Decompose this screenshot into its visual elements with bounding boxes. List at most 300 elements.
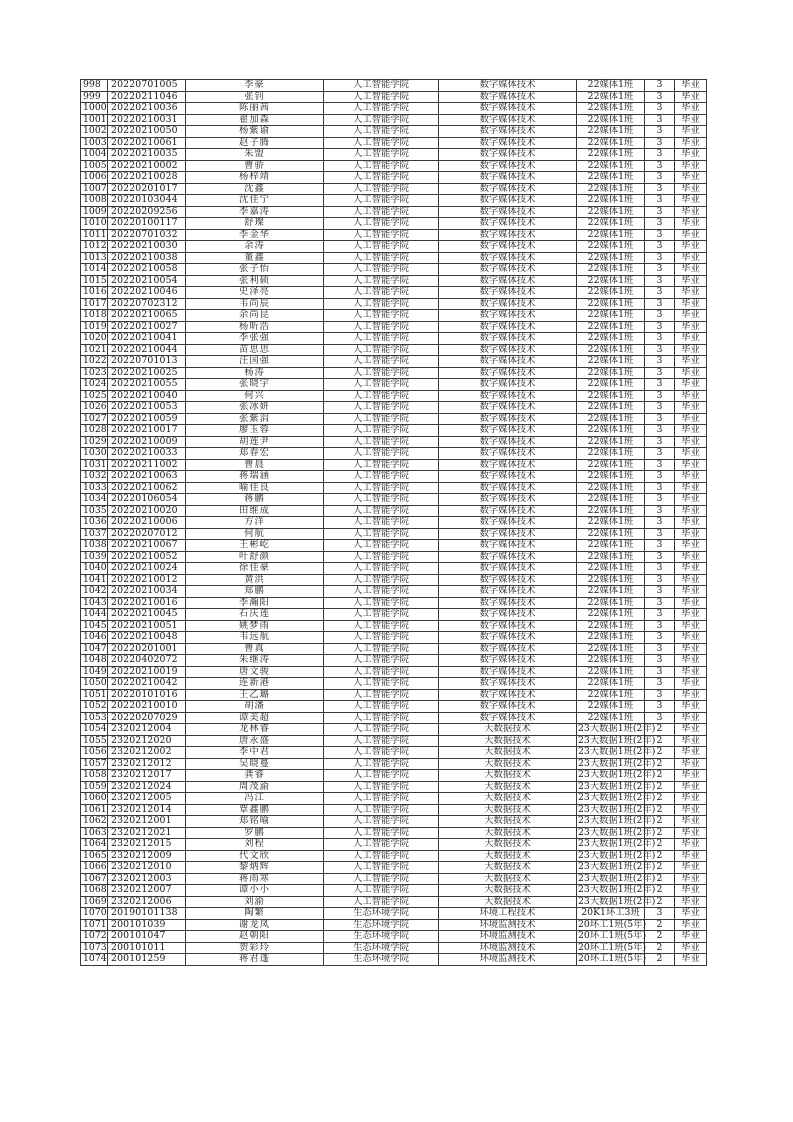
major-cell: 数字媒体技术	[439, 574, 577, 586]
class-cell: 20环工1班(5年)	[578, 941, 647, 953]
college-cell: 人工智能学院	[324, 459, 439, 471]
table-row	[81, 505, 707, 517]
student-name-cell: 曹骄	[186, 160, 324, 172]
major-cell: 数字媒体技术	[439, 229, 577, 241]
years-cell: 2	[645, 919, 675, 931]
major-cell: 数字媒体技术	[439, 517, 577, 529]
student-name-cell: 刘程	[186, 839, 324, 851]
row-number-cell: 1067	[81, 873, 108, 885]
student-id-cell: 20220210019	[108, 666, 186, 678]
class-cell: 23大数据1班(2年)	[578, 895, 656, 907]
status-cell: 毕业	[675, 724, 707, 736]
status-cell: 毕业	[675, 793, 707, 805]
row-number-cell: 1044	[81, 609, 108, 621]
status-cell: 毕业	[675, 816, 707, 828]
student-id-cell: 20220210034	[108, 586, 186, 598]
major-cell: 环境监测技术	[439, 919, 577, 931]
college-cell: 人工智能学院	[324, 425, 439, 437]
row-number-cell: 1052	[81, 701, 108, 713]
student-name-cell: 廖玉蓉	[186, 425, 324, 437]
student-id-cell: 20220210036	[108, 103, 186, 115]
student-id-cell: 2320212009	[108, 850, 186, 862]
table-row	[81, 459, 707, 471]
student-name-cell: 杨涛	[186, 367, 324, 379]
student-name-cell: 蒋瑞涵	[186, 471, 324, 483]
student-name-cell: 舒璨	[186, 218, 324, 230]
table-row	[81, 896, 707, 908]
years-cell: 2	[645, 931, 675, 943]
class-cell: 20K1环工3班	[577, 908, 645, 920]
college-cell: 人工智能学院	[324, 827, 439, 839]
class-cell: 22媒体1班	[577, 137, 645, 149]
student-id-cell: 20220210065	[108, 310, 186, 322]
row-number-cell: 1012	[81, 241, 108, 253]
student-name-cell: 曹晨	[186, 459, 324, 471]
years-cell: 2	[645, 758, 675, 770]
student-id-cell: 20220210054	[108, 275, 186, 287]
college-cell: 人工智能学院	[324, 160, 439, 172]
row-number-cell: 1050	[81, 678, 108, 690]
status-cell: 毕业	[675, 229, 707, 241]
student-name-cell: 黄洪	[186, 574, 324, 586]
student-name-cell: 胡莲尹	[186, 436, 324, 448]
major-cell: 大数据技术	[439, 793, 577, 805]
years-cell: 3	[645, 252, 675, 264]
class-cell: 22媒体1班	[577, 241, 645, 253]
years-cell: 3	[645, 540, 675, 552]
class-cell: 22媒体1班	[577, 195, 645, 207]
college-cell: 人工智能学院	[324, 402, 439, 414]
years-cell: 3	[645, 241, 675, 253]
college-cell: 人工智能学院	[324, 643, 439, 655]
college-cell: 人工智能学院	[324, 344, 439, 356]
row-number-cell: 1073	[81, 942, 108, 954]
major-cell: 数字媒体技术	[439, 241, 577, 253]
class-cell: 23大数据1班(2年)	[578, 815, 656, 827]
years-cell: 2	[645, 885, 675, 897]
table-row	[81, 471, 707, 483]
class-cell: 23大数据1班(2年)	[578, 826, 656, 838]
student-id-cell: 20220210040	[108, 390, 186, 402]
row-number-cell: 1031	[81, 459, 108, 471]
college-cell: 人工智能学院	[324, 563, 439, 575]
major-cell: 数字媒体技术	[439, 436, 577, 448]
years-cell: 3	[645, 390, 675, 402]
student-id-cell: 20220210050	[108, 126, 186, 138]
student-name-cell: 周茂渝	[186, 781, 324, 793]
college-cell: 人工智能学院	[324, 436, 439, 448]
row-number-cell: 1011	[81, 229, 108, 241]
student-name-cell: 张利硕	[186, 275, 324, 287]
major-cell: 数字媒体技术	[439, 91, 577, 103]
student-id-cell: 20220210027	[108, 321, 186, 333]
college-cell: 人工智能学院	[324, 574, 439, 586]
table-row	[81, 770, 707, 782]
student-id-cell: 20220210059	[108, 413, 186, 425]
student-id-cell: 20220210006	[108, 517, 186, 529]
major-cell: 大数据技术	[439, 758, 577, 770]
status-cell: 毕业	[675, 620, 707, 632]
status-cell: 毕业	[675, 218, 707, 230]
table-row	[81, 402, 707, 414]
class-cell: 22媒体1班	[577, 333, 645, 345]
years-cell: 3	[645, 333, 675, 345]
status-cell: 毕业	[675, 114, 707, 126]
major-cell: 数字媒体技术	[439, 264, 577, 276]
status-cell: 毕业	[675, 126, 707, 138]
table-row	[81, 701, 707, 713]
table-row	[81, 816, 707, 828]
row-number-cell: 1043	[81, 597, 108, 609]
class-cell: 22媒体1班	[577, 229, 645, 241]
college-cell: 人工智能学院	[324, 264, 439, 276]
row-number-cell: 1019	[81, 321, 108, 333]
status-cell: 毕业	[675, 494, 707, 506]
student-id-cell: 20220210030	[108, 241, 186, 253]
major-cell: 大数据技术	[439, 816, 577, 828]
row-number-cell: 1065	[81, 850, 108, 862]
major-cell: 数字媒体技术	[439, 356, 577, 368]
major-cell: 数字媒体技术	[439, 586, 577, 598]
class-cell: 22媒体1班	[577, 80, 645, 92]
student-id-cell: 20220210046	[108, 287, 186, 299]
years-cell: 2	[645, 896, 675, 908]
student-name-cell: 沈鑫	[186, 183, 324, 195]
college-cell: 人工智能学院	[324, 114, 439, 126]
college-cell: 人工智能学院	[324, 885, 439, 897]
status-cell: 毕业	[675, 655, 707, 667]
major-cell: 大数据技术	[439, 850, 577, 862]
major-cell: 数字媒体技术	[439, 413, 577, 425]
years-cell: 3	[645, 91, 675, 103]
student-id-cell: 2320212005	[108, 793, 186, 805]
class-cell: 22媒体1班	[577, 103, 645, 115]
student-name-cell: 贺彩玲	[186, 942, 324, 954]
row-number-cell: 1021	[81, 344, 108, 356]
student-name-cell: 谭美超	[186, 712, 324, 724]
status-cell: 毕业	[675, 367, 707, 379]
class-cell: 22媒体1班	[577, 206, 645, 218]
student-name-cell: 方洋	[186, 517, 324, 529]
major-cell: 数字媒体技术	[439, 80, 577, 92]
class-cell: 22媒体1班	[577, 540, 645, 552]
class-cell: 22媒体1班	[577, 563, 645, 575]
student-id-cell: 2320212001	[108, 816, 186, 828]
student-name-cell: 张子怡	[186, 264, 324, 276]
student-id-cell: 20220210042	[108, 678, 186, 690]
class-cell: 22媒体1班	[577, 287, 645, 299]
class-cell: 22媒体1班	[577, 482, 645, 494]
years-cell: 3	[645, 149, 675, 161]
class-cell: 22媒体1班	[577, 620, 645, 632]
student-name-cell: 陶繁	[186, 908, 324, 920]
status-cell: 毕业	[675, 597, 707, 609]
major-cell: 环境监测技术	[439, 931, 577, 943]
major-cell: 数字媒体技术	[439, 333, 577, 345]
major-cell: 环境监测技术	[439, 954, 577, 966]
student-id-cell: 20220207012	[108, 528, 186, 540]
status-cell: 毕业	[675, 563, 707, 575]
student-name-cell: 张紫涓	[186, 413, 324, 425]
years-cell: 3	[645, 80, 675, 92]
student-name-cell: 唐文骏	[186, 666, 324, 678]
status-cell: 毕业	[675, 942, 707, 954]
student-id-cell: 20220210067	[108, 540, 186, 552]
status-cell: 毕业	[675, 333, 707, 345]
years-cell: 2	[645, 827, 675, 839]
college-cell: 人工智能学院	[324, 724, 439, 736]
class-cell: 22媒体1班	[577, 91, 645, 103]
college-cell: 人工智能学院	[324, 356, 439, 368]
status-cell: 毕业	[675, 379, 707, 391]
status-cell: 毕业	[675, 896, 707, 908]
college-cell: 人工智能学院	[324, 540, 439, 552]
college-cell: 人工智能学院	[324, 517, 439, 529]
years-cell: 3	[645, 321, 675, 333]
student-id-cell: 20220701005	[108, 80, 186, 92]
college-cell: 人工智能学院	[324, 781, 439, 793]
student-id-cell: 20220210020	[108, 505, 186, 517]
years-cell: 2	[645, 873, 675, 885]
class-cell: 23大数据1班(2年)	[578, 849, 656, 861]
class-cell: 23大数据1班(2年)	[578, 769, 656, 781]
major-cell: 数字媒体技术	[439, 160, 577, 172]
class-cell: 22媒体1班	[577, 609, 645, 621]
table-row	[81, 367, 707, 379]
status-cell: 毕业	[675, 701, 707, 713]
status-cell: 毕业	[675, 425, 707, 437]
row-number-cell: 1061	[81, 804, 108, 816]
table-row	[81, 126, 707, 138]
college-cell: 人工智能学院	[324, 505, 439, 517]
class-cell: 22媒体1班	[577, 689, 645, 701]
years-cell: 3	[645, 632, 675, 644]
class-cell: 23大数据1班(2年)	[578, 792, 656, 804]
major-cell: 大数据技术	[439, 862, 577, 874]
years-cell: 3	[645, 264, 675, 276]
status-cell: 毕业	[675, 275, 707, 287]
student-name-cell: 连新港	[186, 678, 324, 690]
college-cell: 人工智能学院	[324, 482, 439, 494]
table-row	[81, 724, 707, 736]
years-cell: 3	[645, 471, 675, 483]
major-cell: 数字媒体技术	[439, 402, 577, 414]
major-cell: 数字媒体技术	[439, 379, 577, 391]
class-cell: 22媒体1班	[577, 643, 645, 655]
years-cell: 3	[645, 482, 675, 494]
major-cell: 环境工程技术	[439, 908, 577, 920]
status-cell: 毕业	[675, 505, 707, 517]
row-number-cell: 1010	[81, 218, 108, 230]
row-number-cell: 1036	[81, 517, 108, 529]
years-cell: 2	[645, 862, 675, 874]
status-cell: 毕业	[675, 770, 707, 782]
student-name-cell: 刘渝	[186, 896, 324, 908]
major-cell: 数字媒体技术	[439, 310, 577, 322]
major-cell: 数字媒体技术	[439, 471, 577, 483]
major-cell: 数字媒体技术	[439, 689, 577, 701]
row-number-cell: 1058	[81, 770, 108, 782]
row-number-cell: 1048	[81, 655, 108, 667]
student-name-cell: 张晓宇	[186, 379, 324, 391]
student-id-cell: 2320212007	[108, 885, 186, 897]
class-cell: 22媒体1班	[577, 298, 645, 310]
table-row	[81, 793, 707, 805]
student-id-cell: 20220201001	[108, 643, 186, 655]
student-id-cell: 20190101138	[108, 908, 186, 920]
table-row	[81, 885, 707, 897]
college-cell: 人工智能学院	[324, 448, 439, 460]
row-number-cell: 1039	[81, 551, 108, 563]
major-cell: 数字媒体技术	[439, 609, 577, 621]
student-id-cell: 200101011	[108, 942, 186, 954]
row-number-cell: 1006	[81, 172, 108, 184]
major-cell: 数字媒体技术	[439, 459, 577, 471]
student-name-cell: 覃鑫鹏	[186, 804, 324, 816]
years-cell: 2	[645, 850, 675, 862]
student-name-cell: 朱继涛	[186, 655, 324, 667]
status-cell: 毕业	[675, 885, 707, 897]
status-cell: 毕业	[675, 402, 707, 414]
major-cell: 大数据技术	[439, 873, 577, 885]
major-cell: 数字媒体技术	[439, 597, 577, 609]
class-cell: 22媒体1班	[577, 149, 645, 161]
table-row	[81, 287, 707, 299]
student-id-cell: 20220210031	[108, 114, 186, 126]
class-cell: 23大数据1班(2年)	[578, 734, 656, 746]
table-row	[81, 712, 707, 724]
college-cell: 人工智能学院	[324, 850, 439, 862]
class-cell: 22媒体1班	[577, 126, 645, 138]
major-cell: 大数据技术	[439, 885, 577, 897]
years-cell: 3	[645, 298, 675, 310]
row-number-cell: 1046	[81, 632, 108, 644]
table-row	[81, 862, 707, 874]
years-cell: 2	[645, 747, 675, 759]
major-cell: 数字媒体技术	[439, 172, 577, 184]
student-id-cell: 20220100117	[108, 218, 186, 230]
student-name-cell: 代文欣	[186, 850, 324, 862]
college-cell: 人工智能学院	[324, 229, 439, 241]
years-cell: 3	[645, 425, 675, 437]
major-cell: 数字媒体技术	[439, 425, 577, 437]
college-cell: 人工智能学院	[324, 735, 439, 747]
status-cell: 毕业	[675, 678, 707, 690]
row-number-cell: 1029	[81, 436, 108, 448]
student-id-cell: 20220210033	[108, 448, 186, 460]
student-id-cell: 20220210061	[108, 137, 186, 149]
status-cell: 毕业	[675, 183, 707, 195]
row-number-cell: 1034	[81, 494, 108, 506]
row-number-cell: 1063	[81, 827, 108, 839]
table-row	[81, 620, 707, 632]
college-cell: 人工智能学院	[324, 137, 439, 149]
table-row	[81, 666, 707, 678]
college-cell: 人工智能学院	[324, 287, 439, 299]
student-id-cell: 2320212006	[108, 896, 186, 908]
student-name-cell: 谭小小	[186, 885, 324, 897]
table-row	[81, 689, 707, 701]
class-cell: 23大数据1班(2年)	[578, 838, 656, 850]
student-name-cell: 史泽亮	[186, 287, 324, 299]
student-name-cell: 黎炳辉	[186, 862, 324, 874]
college-cell: 人工智能学院	[324, 195, 439, 207]
status-cell: 毕业	[675, 482, 707, 494]
status-cell: 毕业	[675, 632, 707, 644]
major-cell: 数字媒体技术	[439, 701, 577, 713]
student-name-cell: 罗鹏	[186, 827, 324, 839]
status-cell: 毕业	[675, 195, 707, 207]
class-cell: 23大数据1班(2年)	[578, 723, 656, 735]
class-cell: 23大数据1班(2年)	[578, 872, 656, 884]
row-number-cell: 1047	[81, 643, 108, 655]
student-id-cell: 20220210012	[108, 574, 186, 586]
student-id-cell: 20220210055	[108, 379, 186, 391]
college-cell: 人工智能学院	[324, 241, 439, 253]
years-cell: 3	[645, 643, 675, 655]
major-cell: 大数据技术	[439, 770, 577, 782]
status-cell: 毕业	[675, 310, 707, 322]
student-id-cell: 2320212003	[108, 873, 186, 885]
row-number-cell: 1015	[81, 275, 108, 287]
row-number-cell: 1030	[81, 448, 108, 460]
row-number-cell: 1007	[81, 183, 108, 195]
student-name-cell: 冯江	[186, 793, 324, 805]
class-cell: 22媒体1班	[577, 413, 645, 425]
status-cell: 毕业	[675, 517, 707, 529]
student-name-cell: 余尚昆	[186, 310, 324, 322]
student-id-cell: 20220210051	[108, 620, 186, 632]
years-cell: 3	[645, 275, 675, 287]
class-cell: 23大数据1班(2年)	[578, 884, 656, 896]
major-cell: 数字媒体技术	[439, 195, 577, 207]
status-cell: 毕业	[675, 839, 707, 851]
status-cell: 毕业	[675, 160, 707, 172]
major-cell: 数字媒体技术	[439, 448, 577, 460]
table-row	[81, 942, 707, 954]
status-cell: 毕业	[675, 758, 707, 770]
college-cell: 人工智能学院	[324, 632, 439, 644]
years-cell: 3	[645, 551, 675, 563]
student-name-cell: 余涛	[186, 241, 324, 253]
college-cell: 人工智能学院	[324, 218, 439, 230]
table-row	[81, 758, 707, 770]
student-id-cell: 20220210017	[108, 425, 186, 437]
table-row	[81, 678, 707, 690]
class-cell: 22媒体1班	[577, 505, 645, 517]
years-cell: 3	[645, 563, 675, 575]
row-number-cell: 1040	[81, 563, 108, 575]
class-cell: 23大数据1班(2年)	[578, 780, 656, 792]
row-number-cell: 1033	[81, 482, 108, 494]
major-cell: 数字媒体技术	[439, 528, 577, 540]
college-cell: 人工智能学院	[324, 172, 439, 184]
major-cell: 大数据技术	[439, 804, 577, 816]
row-number-cell: 1027	[81, 413, 108, 425]
student-name-cell: 李嘉涛	[186, 206, 324, 218]
table-row	[81, 103, 707, 115]
student-name-cell: 谢龙凤	[186, 919, 324, 931]
years-cell: 3	[645, 137, 675, 149]
status-cell: 毕业	[675, 781, 707, 793]
class-cell: 22媒体1班	[577, 597, 645, 609]
years-cell: 3	[645, 310, 675, 322]
student-id-cell: 20220207029	[108, 712, 186, 724]
table-row	[81, 563, 707, 575]
student-id-cell: 20220210053	[108, 402, 186, 414]
class-cell: 22媒体1班	[577, 494, 645, 506]
student-id-cell: 2320212015	[108, 839, 186, 851]
